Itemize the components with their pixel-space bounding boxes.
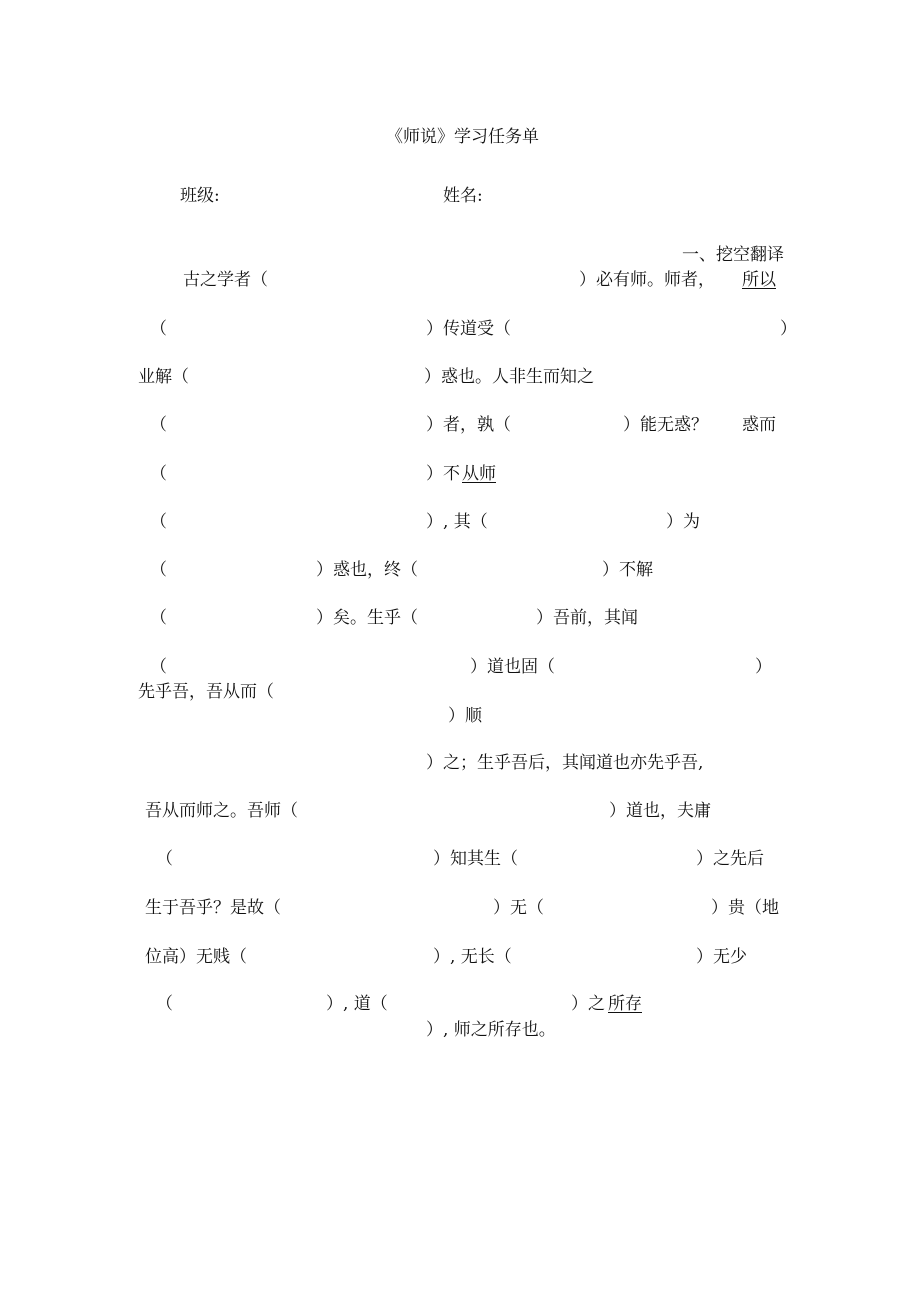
- blank-line-text: ）, 师之所存也。: [426, 1020, 556, 1040]
- name-label: 姓名:: [443, 186, 483, 206]
- blank-line-text: ）之: [571, 994, 605, 1014]
- section-heading: 一、挖空翻译: [682, 245, 784, 265]
- blank-line-text: （: [156, 994, 173, 1014]
- blank-line-text: ）之先后: [696, 849, 764, 869]
- blank-line-text: ）知其生（: [433, 849, 518, 869]
- underlined-term: 从师: [462, 464, 496, 484]
- blank-line-text: ）道也，夫庸: [609, 801, 711, 821]
- blank-line-text: ）: [755, 657, 772, 677]
- blank-line-text: ）道也固（: [470, 657, 555, 677]
- blank-line-text: （: [150, 608, 167, 628]
- blank-line-text: ）: [780, 319, 797, 339]
- blank-line-text: （: [150, 415, 167, 435]
- blank-line-text: ）为: [666, 512, 700, 532]
- blank-line-text: （: [150, 464, 167, 484]
- blank-line-text: 古之学者（: [183, 270, 268, 290]
- blank-line-text: ）者，孰（: [426, 415, 511, 435]
- blank-line-text: ）不解: [602, 560, 653, 580]
- blank-line-text: ）无少: [696, 947, 747, 967]
- blank-line-text: （: [150, 657, 167, 677]
- blank-line-text: 先乎吾，吾从而（: [138, 682, 274, 702]
- blank-line-text: ）传道受（: [426, 319, 511, 339]
- blank-line-text: （: [150, 560, 167, 580]
- blank-line-text: 吾从而师之。吾师（: [145, 801, 298, 821]
- blank-line-text: 生于吾乎？是故（: [145, 898, 281, 918]
- blank-line-text: ）惑也，终（: [316, 560, 418, 580]
- blank-line-text: ）之；生乎吾后，其闻道也亦先乎吾,: [426, 753, 704, 773]
- blank-line-text: ）吾前，其闻: [536, 608, 638, 628]
- blank-line-text: 业解（: [138, 367, 189, 387]
- blank-line-text: ）能无惑？: [623, 415, 708, 435]
- underlined-term: 所以: [742, 270, 776, 290]
- blank-line-text: ）不: [426, 464, 460, 484]
- blank-line-text: 惑而: [742, 415, 776, 435]
- blank-line-text: ）, 无长（: [433, 947, 512, 967]
- blank-line-text: ）, 其（: [426, 512, 488, 532]
- page-title: 《师说》学习任务单: [386, 127, 539, 147]
- blank-line-text: ）必有师。师者，: [579, 270, 715, 290]
- blank-line-text: ）矣。生乎（: [316, 608, 418, 628]
- class-label: 班级:: [180, 186, 220, 206]
- blank-line-text: （: [156, 849, 173, 869]
- underlined-term: 所存: [608, 994, 642, 1014]
- blank-line-text: ）惑也。人非生而知之: [424, 367, 594, 387]
- blank-line-text: ）无（: [493, 898, 544, 918]
- blank-line-text: ）贵（地: [711, 898, 779, 918]
- blank-line-text: ）, 道（: [326, 994, 388, 1014]
- blank-line-text: （: [150, 319, 167, 339]
- blank-line-text: 位高）无贱（: [145, 947, 247, 967]
- blank-line-text: ）顺: [448, 706, 482, 726]
- blank-line-text: （: [150, 512, 167, 532]
